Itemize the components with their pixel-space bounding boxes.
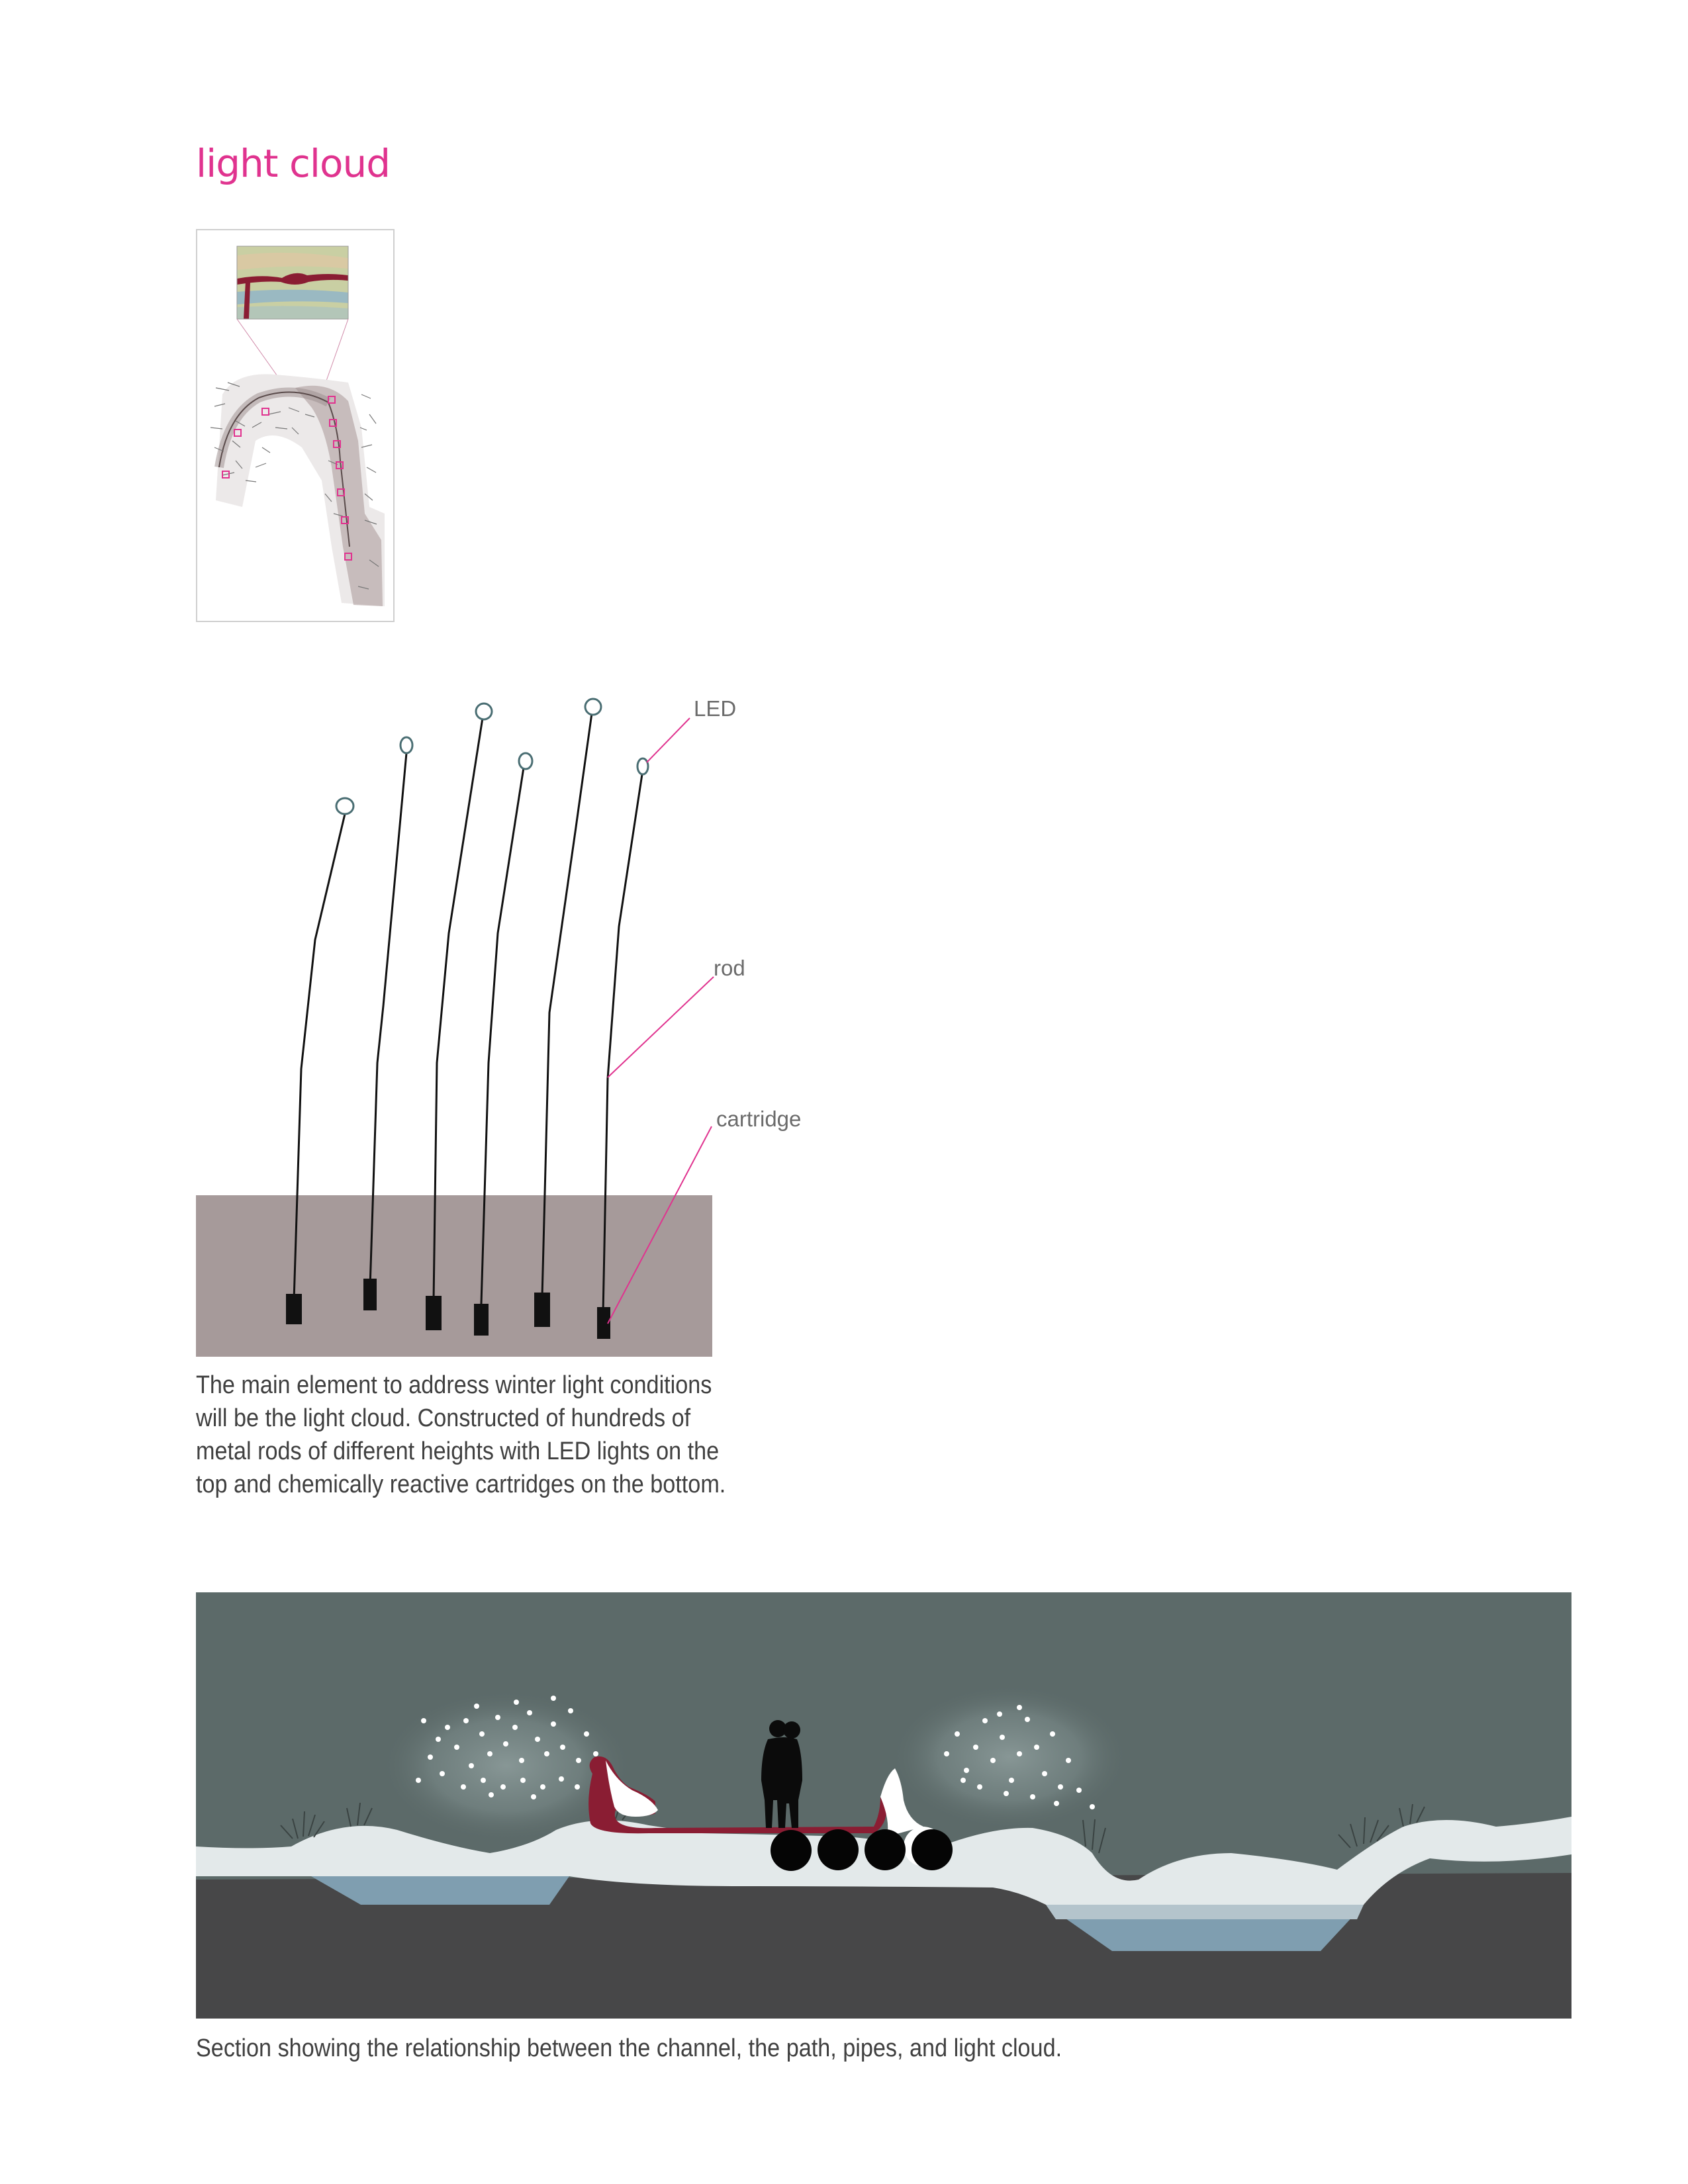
site-plan-inset <box>196 229 395 622</box>
ground-section <box>196 1195 712 1357</box>
description-line: top and chemically reactive cartridges on the bottom. <box>196 1471 726 1498</box>
led-light <box>519 753 532 769</box>
detail-map <box>237 246 348 319</box>
section-caption: Section showing the relationship between the channel, the path, pipes, and light cloud. <box>196 2034 1062 2062</box>
cartridge <box>426 1296 442 1330</box>
channel-ice <box>1046 1905 1364 1951</box>
rod <box>603 774 642 1314</box>
earth <box>196 1873 1571 2019</box>
led-light <box>637 758 648 774</box>
cartridge <box>474 1304 489 1336</box>
grass <box>281 1795 1425 1853</box>
channel-ice <box>311 1876 569 1905</box>
description-line: The main element to address winter light conditions <box>196 1371 712 1399</box>
description <box>196 1369 726 1501</box>
led-light <box>585 699 601 715</box>
channel-ice-top <box>1046 1905 1364 1919</box>
led-light <box>400 737 412 753</box>
rod-label: rod <box>714 956 745 980</box>
pipe <box>865 1829 906 1870</box>
rod <box>542 713 592 1297</box>
led-light <box>476 704 492 719</box>
description-line: will be the light cloud. Constructed of hundreds of <box>196 1404 691 1432</box>
description-line: metal rods of different heights with LED lights on the <box>196 1437 720 1465</box>
cartridge-label: cartridge <box>716 1107 802 1131</box>
page-title: light cloud <box>196 141 391 186</box>
led-light <box>336 798 353 814</box>
snow-on-bench <box>880 1768 923 1837</box>
path-bench <box>588 1756 886 1833</box>
cartridge <box>286 1294 302 1324</box>
pipe <box>771 1830 812 1871</box>
light-cloud-glow <box>890 1684 1129 1830</box>
rod <box>434 718 483 1300</box>
leader-lines <box>608 718 714 1324</box>
rod <box>370 753 406 1287</box>
rods <box>294 713 642 1314</box>
light-cloud-glow <box>381 1690 632 1842</box>
night-sky <box>196 1592 1571 2019</box>
pipes <box>771 1827 953 1871</box>
light-cloud-points <box>944 1705 1095 1809</box>
snow-cover <box>196 1817 1571 1905</box>
snow-on-bench <box>606 1760 658 1817</box>
cartridges <box>286 1279 610 1339</box>
rod <box>481 768 524 1304</box>
pipe <box>818 1829 859 1870</box>
people-silhouette <box>761 1720 802 1828</box>
led-lights <box>336 699 648 814</box>
pipe <box>904 1827 943 1866</box>
light-cloud-points <box>416 1696 598 1799</box>
rod <box>294 814 345 1300</box>
pipe <box>912 1829 953 1870</box>
cartridge <box>597 1307 610 1339</box>
cartridge <box>534 1293 550 1327</box>
led-label: LED <box>694 696 737 721</box>
cartridge <box>363 1279 377 1310</box>
